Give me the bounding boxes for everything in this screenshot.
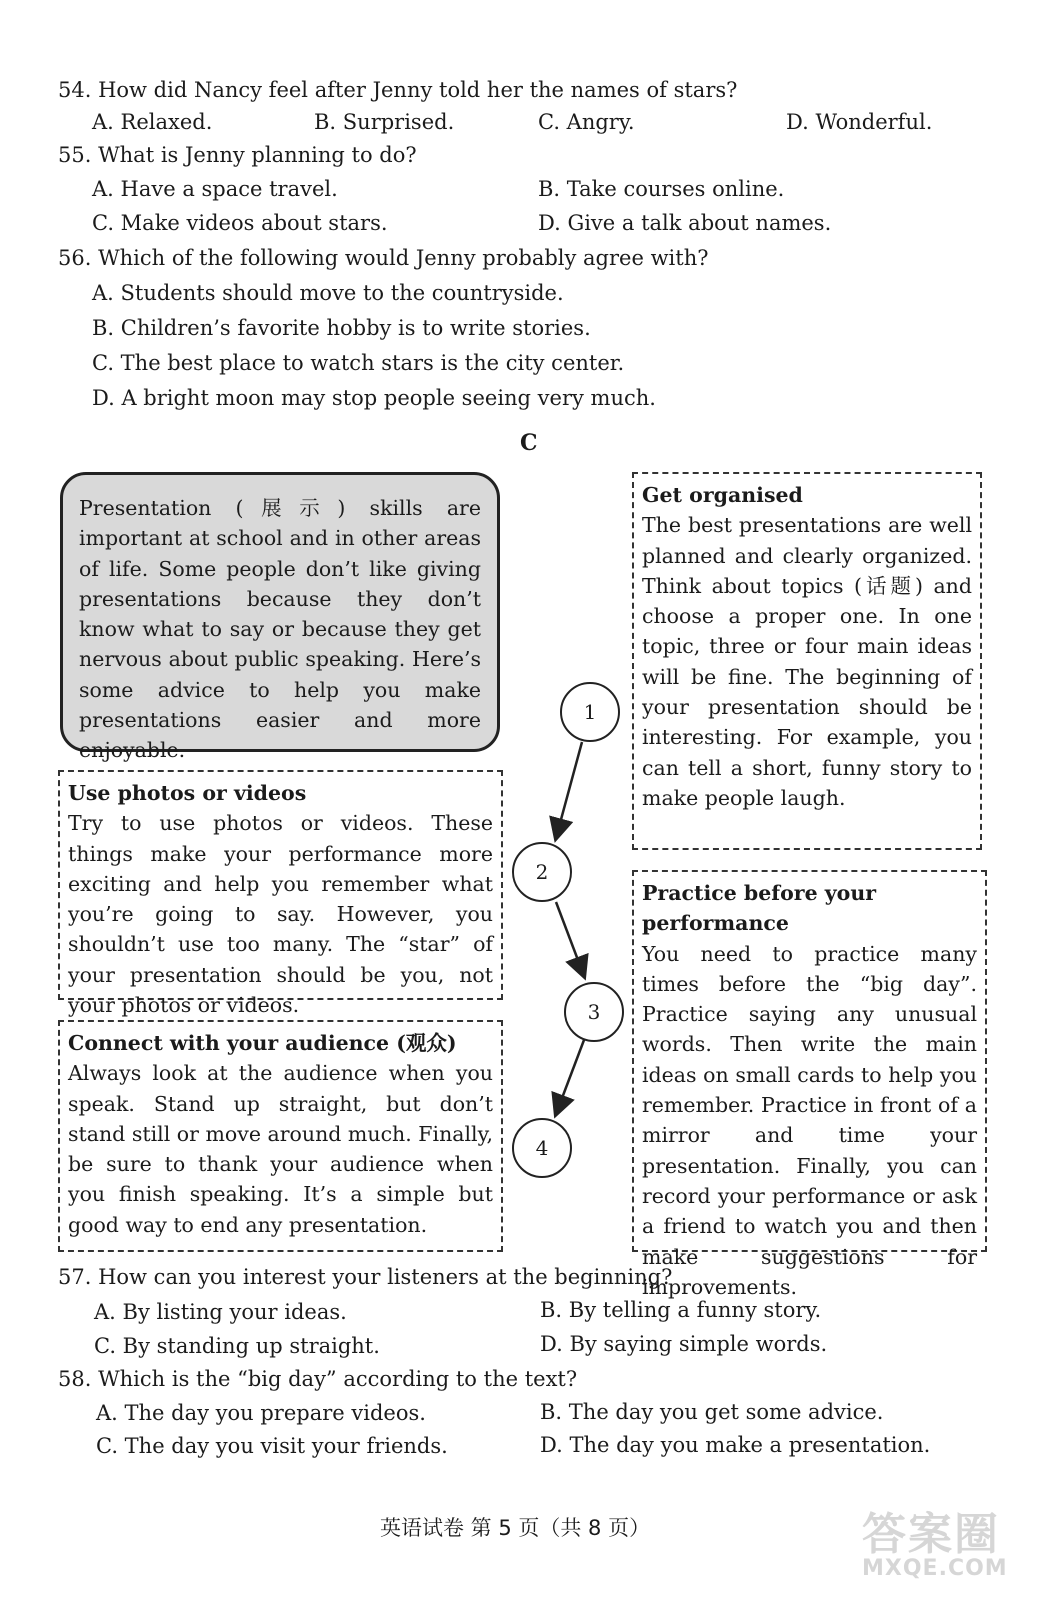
step-circle-1: 1	[560, 682, 620, 742]
watermark-line-2: MXQE.COM	[862, 1556, 1008, 1581]
section-heading: C	[520, 430, 538, 456]
question-55-option-a: A. Have a space travel.	[92, 177, 338, 201]
question-56-option-c: C. The best place to watch stars is the city center.	[92, 351, 625, 375]
intro-text: Presentation (展示) skills are important at school and in other areas of life. Some people don’t like giving presentations because they don’t know what to say or because they get nervous about public speaking. Here’s some advice to help you make presentations easier and more enjoyable.	[79, 496, 481, 763]
question-55-stem: 55. What is Jenny planning to do?	[58, 143, 417, 167]
question-56-option-d: D. A bright moon may stop people seeing very much.	[92, 386, 656, 410]
question-57-option-a: A. By listing your ideas.	[94, 1300, 347, 1324]
intro-box	[60, 472, 500, 763]
question-54-stem: 54. How did Nancy feel after Jenny told her the names of stars?	[58, 78, 738, 102]
question-58-option-d: D. The day you make a presentation.	[540, 1433, 931, 1457]
question-54-option-c: C. Angry.	[538, 110, 635, 134]
question-57-stem: 57. How can you interest your listeners at the beginning?	[58, 1265, 673, 1289]
box-get-organised	[632, 472, 982, 850]
question-55-option-d: D. Give a talk about names.	[538, 211, 832, 235]
question-56-option-a: A. Students should move to the countryside.	[92, 281, 564, 305]
question-54-option-b: B. Surprised.	[314, 110, 455, 134]
question-55-option-b: B. Take courses online.	[538, 177, 785, 201]
box-use-photos-body: Try to use photos or videos. These things make your performance more exciting and help you remember what you’re going to say. However, you shouldn’t use too many. The “star” of your presentation should be you, not your photos or videos.	[68, 811, 493, 1018]
box-practice-title: Practice before your performance	[642, 881, 877, 936]
question-57-option-c: C. By standing up straight.	[94, 1334, 380, 1358]
question-58-option-b: B. The day you get some advice.	[540, 1400, 884, 1424]
question-54-option-d: D. Wonderful.	[786, 110, 933, 134]
page-footer: 英语试卷 第 5 页（共 8 页）	[380, 1516, 651, 1540]
question-56-option-b: B. Children’s favorite hobby is to write stories.	[92, 316, 591, 340]
box-use-photos	[58, 770, 503, 1018]
watermark-logo	[862, 1498, 1008, 1581]
arrow-2-to-3	[556, 902, 584, 976]
question-58-option-c: C. The day you visit your friends.	[96, 1434, 448, 1458]
watermark-line-1: 答案圈	[862, 1509, 1000, 1560]
question-57-option-b: B. By telling a funny story.	[540, 1298, 822, 1322]
arrow-3-to-4	[556, 1040, 584, 1114]
question-56-stem: 56. Which of the following would Jenny probably agree with?	[58, 246, 709, 270]
question-58-option-a: A. The day you prepare videos.	[96, 1401, 426, 1425]
box-practice-body: You need to practice many times before the “big day”. Practice saying any unusual words. Then write the main ideas on small cards to help you remember. Practice in front of a mirror and time your presentation. Finally, you can record your performance or ask a friend to watch you and then make suggestions for improvements.	[642, 941, 977, 1299]
box-audience-title: Connect with your audience (观众)	[68, 1031, 457, 1055]
box-use-photos-title: Use photos or videos	[68, 781, 307, 805]
question-58-stem: 58. Which is the “big day” according to the text?	[58, 1367, 578, 1391]
step-circle-2: 2	[512, 842, 572, 902]
question-57-option-d: D. By saying simple words.	[540, 1332, 828, 1356]
question-55-option-c: C. Make videos about stars.	[92, 211, 388, 235]
box-audience-body: Always look at the audience when you speak. Stand up straight, but don’t stand still or move around much. Finally, be sure to thank your audience when you finish speaking. It’s a simple but good way to end any presentation.	[68, 1061, 493, 1237]
arrow-1-to-2	[556, 742, 582, 838]
step-circle-4: 4	[512, 1118, 572, 1178]
step-circle-3: 3	[564, 982, 624, 1042]
box-get-organised-title: Get organised	[642, 483, 803, 507]
box-practice	[632, 870, 987, 1299]
box-audience	[58, 1020, 503, 1252]
question-54-option-a: A. Relaxed.	[92, 110, 213, 134]
box-get-organised-body: The best presentations are well planned and clearly organized. Think about topics (话题) and choose a proper one. In one topic, three or four main ideas will be fine. The beginning of your presentation should be interesting. For example, you can tell a short, funny story to make people laugh.	[642, 513, 972, 810]
